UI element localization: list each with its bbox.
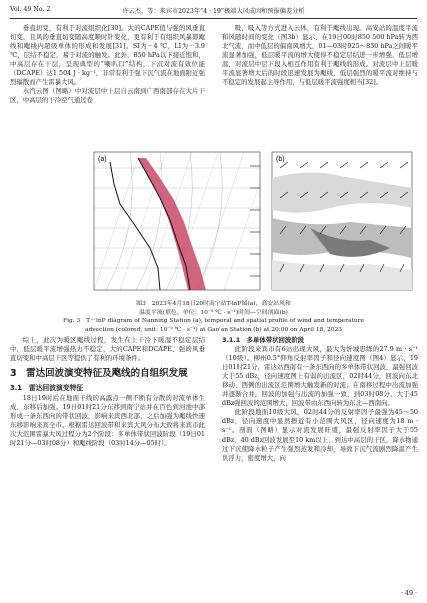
page-number: · 49 ·	[400, 590, 417, 597]
paragraph: 3.1.1 多单体带状回波阶段	[222, 336, 305, 344]
paragraph: 综上，此次为暖区飑线过程，发生在上干冷下暖湿不稳定层结中，低层暖平流增强热力不稳定，大的CAPE和DCAPE、强的风垂直切变和中高层干区等提供了有利的环境条件。	[10, 336, 205, 363]
subsection-heading: 3.1 雷达回波演变特征	[10, 384, 84, 393]
volume-label: Vol. 49 No. 2	[10, 6, 51, 13]
caption-cn-line2: 温度平流(填色，单位：10⁻⁵ ℃ · s⁻¹)时间—空间剖面(b)	[139, 309, 288, 316]
caption-en-line2: advection (colored, unit: 10⁻⁵ ℃ · s⁻¹) at Gao'an Station (b) at 20:00 on April 18, 2023	[84, 326, 343, 333]
right-column-bottom	[222, 336, 418, 463]
running-title: 许云杰，等：来宾市2023年“4 · 19”极端大风成因和预报偏差分析	[122, 8, 305, 15]
caption-en-line1: Fig. 3 T－lnP diagram of Nanning Station (a), temporal and spatial profile of wind and temperature	[63, 318, 364, 325]
paragraph: 此阶段地面10级大风，02时44分的反射率因子最强为45～50 dBz，径向速度中显然擦近有小范围大风区，径向速度为18 m · s⁻¹。剖面（图略）显示对流发展旺盛，最强反射率因子大于55 dBz，40 dBz回波发展至10 km以上，到达中高层的干区，降水物通过下沉使降水粒子产生强烈蒸发和冷却，导致下沉气流剧烈降温产生负浮力，密度增大，向	[222, 408, 418, 462]
panel-a-label: (a)	[98, 156, 107, 163]
left-column-top	[10, 24, 205, 105]
paragraph: 垂直切变，有利于对流组织化[30]。大的CAPE值与强的风垂直切变，且风的垂直切变随高度顺时针变化，更有利于有组织风暴即飑线和飑线内超级单体的形成和发展[31]。SI为－4 ℃，LI为－3.9 ℃，层结不稳定，易于对流的触发。此外，850 hPa以下接近饱和，中高层存在干层，呈现典型的“喇叭口”结构，下沉对流有效位能（DCAPE）达1 504 J · kg⁻¹，非常有利于强下沉气流在地面附近强烈辐散而产生雷暴大风。	[10, 24, 205, 87]
header-rule	[10, 18, 417, 19]
section-heading: 3 雷达回波演变特征及飑线的自组织发展	[10, 368, 188, 380]
left-column-bottom	[10, 336, 205, 448]
panel-a-skewt	[94, 152, 260, 290]
figure-graphic	[10, 148, 419, 300]
paragraph: 水汽云图（图略）中对流层中上层自云南到广西南部存在大片干区，中高层的干冷空气通过卷	[10, 87, 205, 105]
figure-caption	[18, 300, 409, 334]
panel-b-label: (b)	[276, 156, 285, 163]
figure-3	[10, 148, 419, 300]
right-column-top	[222, 24, 418, 87]
page-header	[10, 6, 417, 18]
caption-cn-line1: 图3 2023年4月18日20时南宁站T-lnP图(a)，高安站风和	[136, 301, 291, 307]
paragraph: 此阶段来宾市有6站出现大风，最大为忻城思练的27.9 m · s⁻¹（10级）。柳州0.5°仰角反射率因子和径向速度图（图4）显示，19日01时21分，雷达站西南有一条东西向的多单体带状回波，最强回波大于55 dBz，径向速度图上有弱的出流区，02时44分，回波向东北移动，西侧的出流区范围增大触发新的对流；在南移过程中出流加强并逐渐合并，回波的加强与出流的加强一致，到03时08分，大于45 dBz强回波的范围增大，回波带由东西向转为东北—西南向。	[222, 345, 418, 408]
paragraph: 18日19时后在地面干线的高露点一侧不断有分散的对流单体生成，东移后加强。19日01时21分东移到南宁站并在百色到河池中部形成一条东西向的带状回波，影响来宾西北部，之后加强为飑线快速东移影响来宾全市。根据雷达回波带和来宾大风分布大致将来宾市此次大范围雷暴大风过程分为2个阶段：多单体带状回波阶段（19日01时21分—03时08分）和飑线阶段（03时14分—05时）。	[10, 394, 205, 448]
paragraph: 吸、吸入等方式进入云体，有利于飑线出现。高安站的温度平流和风随时间的变化（图3b）显示，在19日00时850 500 hPa转为西北气流，而中低层的偏南风增大，01—03时925～850 hPa之间暖平流显著加强，低层暖平流的增大使得不稳定层结进一步增强，低层增温，对流层中层下段入相互作用有利于飑线的形成。对流层中上层暖平流显著增大后的时段迅速发展为飑线，低层强烈的暖平流对维持与不稳定的发展起主导作用，与低层暖平流强度相当[32]。	[222, 24, 418, 87]
panel-b-cross-section	[272, 152, 412, 290]
